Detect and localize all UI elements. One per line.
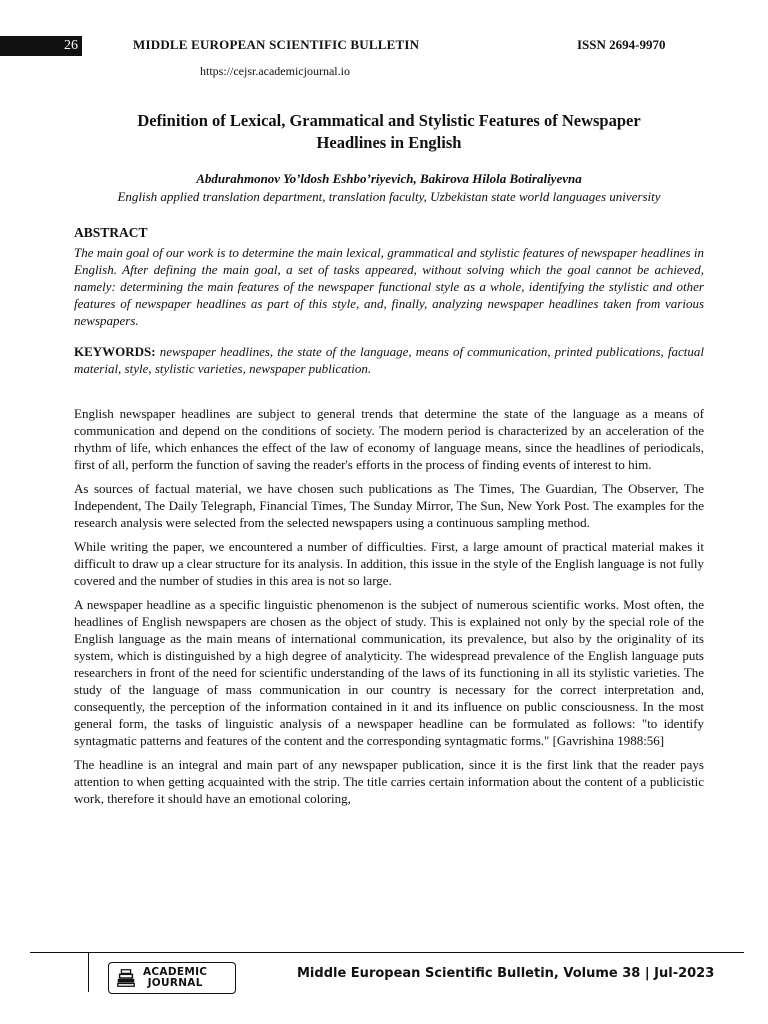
abstract-text: The main goal of our work is to determine the main lexical, grammatical and stylistic features of newspaper headlines in English. After defining the main goal, a set of tasks appeared, without solving which the goal cannot be achieved, namely: determining the main features of the newspaper functional style as a whole, identifying the stylistic and other features of newspaper headlines as part of this style, and, finally, analyzing newspaper headlines taken from various newspapers. [74,245,704,328]
article-title [74,110,704,154]
footer-citation: Middle European Scientific Bulletin, Volume 38 | Jul-2023 [297,966,715,981]
journal-name: MIDDLE EUROPEAN SCIENTIFIC BULLETIN [133,37,420,52]
paragraph: While writing the paper, we encountered a number of difficulties. First, a large amount of practical material makes it difficult to draw up a clear structure for its analysis. In addition, this issue in the style of the English language is not fully covered and the number of studies in this area is not so large. [74,539,704,588]
title-line-1: Definition of Lexical, Grammatical and Stylistic Features of Newspaper [137,111,641,130]
logo-line-1: ACADEMIC [143,966,208,978]
affiliation: English applied translation department, translation faculty, Uzbekistan state world languages university [117,189,661,204]
paragraph: The headline is an integral and main part of any newspaper publication, since it is the first link that the reader pays attention to when getting acquainted with the strip. The title carries certain information about the content of a publicistic work, therefore it should have an emotional coloring, [74,757,704,806]
footer-divider [30,952,744,953]
issn: ISSN 2694-9970 [577,37,666,52]
books-icon [115,967,137,989]
abstract-heading: ABSTRACT [74,225,148,240]
title-line-2: Headlines in English [316,133,462,152]
academic-journal-logo [108,962,236,994]
keywords-label: KEYWORDS: [74,344,156,359]
page-number: 26 [0,36,82,56]
article-body [74,110,704,814]
footer-vertical-divider [88,952,89,992]
journal-url[interactable]: https://cejsr.academicjournal.io [200,64,350,78]
keywords [74,343,704,377]
paragraph: A newspaper headline as a specific linguistic phenomenon is the subject of numerous scientific works. Most often, the headlines of English newspapers are chosen as the object of study. This is explained not only by the special role of the English language as the main means of international communication, its prevalence, but also by the originality of its system, which is distinguished by a high degree of analyticity. The widespread prevalence of the English language puts researchers in front of the need for scientific understanding of the laws of its functioning in all its stylistic varieties. The study of the language of mass communication in our country is necessary for the correct interpretation and, consequently, the perception of the information contained in it and its influence on public consciousness. In the most general form, the tasks of linguistic analysis of a newspaper headline can be formulated as follows: "to identify syntagmatic patterns and features of the content and the corresponding syntagmatic forms." [Gavrishina 1988:56] [74,597,704,748]
keywords-text: newspaper headlines, the state of the language, means of communication, printed publications, factual material, style, stylistic varieties, newspaper publication. [74,344,704,376]
paragraph: English newspaper headlines are subject to general trends that determine the state of the language as a means of communication and depend on the conditions of society. The modern period is characterized by an acceleration of the rhythm of life, which enhances the effect of the law of economy of language means, since the headlines of periodicals, first of all, perform the function of saving the reader's efforts in the process of finding events of interest to him. [74,406,704,472]
authors: Abdurahmonov Yo’ldosh Eshbo’riyevich, Bakirova Hilola Botiraliyevna [196,171,582,186]
paragraph: As sources of factual material, we have chosen such publications as The Times, The Guardian, The Observer, The Independent, The Daily Telegraph, Financial Times, The Sunday Mirror, The Sun, New York Post. The examples for the research analysis were selected from the selected newspapers using a continuous sampling method. [74,481,704,530]
logo-text [143,967,207,989]
logo-line-2: JOURNAL [147,977,203,989]
